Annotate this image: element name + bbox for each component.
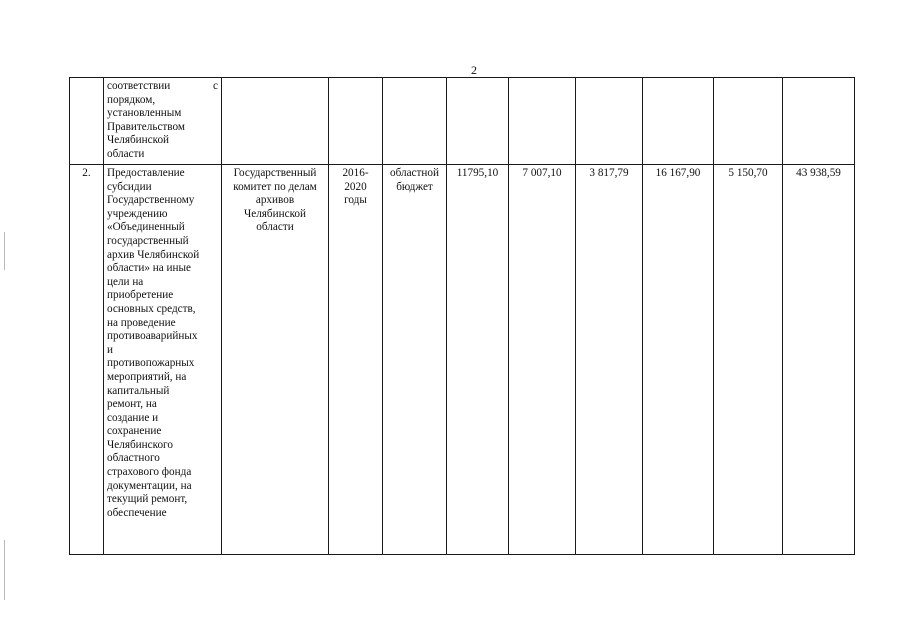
cell-value — [714, 78, 783, 165]
cell-executor — [222, 78, 329, 165]
cell-activity-name — [104, 78, 222, 165]
cell-value-5: 5 150,70 — [714, 165, 783, 555]
activity-name-rest: порядком, установленным Правительством Челябинской области — [107, 93, 185, 160]
cell-period: 2016- 2020 годы — [329, 165, 383, 555]
justified-line — [107, 80, 218, 94]
cell-value — [447, 78, 509, 165]
table-row-continuation — [70, 78, 855, 165]
program-activities-table — [69, 77, 855, 555]
cell-value-3: 3 817,79 — [576, 165, 643, 555]
cell-value-4: 16 167,90 — [643, 165, 714, 555]
scan-edge-mark — [4, 540, 5, 600]
cell-source: областной бюджет — [383, 165, 447, 555]
cell-value-1: 11795,10 — [447, 165, 509, 555]
cell-value — [783, 78, 855, 165]
scan-edge-mark — [4, 232, 5, 270]
activity-name-first-suffix: с — [213, 80, 218, 92]
cell-source — [383, 78, 447, 165]
cell-value — [643, 78, 714, 165]
cell-value-2: 7 007,10 — [509, 165, 576, 555]
cell-executor: Государственный комитет по делам архивов Челябинской области — [222, 165, 329, 555]
cell-value — [576, 78, 643, 165]
cell-activity-name: Предоставление субсидии Государственному учреждению «Объединенный государственный архив Челябинской области» на иные цели на приобретение основных средств, на проведение противоаварийных и противопожарных мероприятий, на капитальный ремонт, на создание и сохранение Челябинского областного страхового фонда документации, на текущий ремонт, обеспечение — [104, 165, 222, 555]
cell-period — [329, 78, 383, 165]
activity-name-first-word: соответствии — [107, 80, 171, 92]
cell-value — [509, 78, 576, 165]
table-row-2 — [70, 165, 855, 555]
cell-row-number — [70, 78, 104, 165]
cell-value-total: 43 938,59 — [783, 165, 855, 555]
cell-row-number: 2. — [70, 165, 104, 555]
page-number: 2 — [471, 63, 477, 77]
